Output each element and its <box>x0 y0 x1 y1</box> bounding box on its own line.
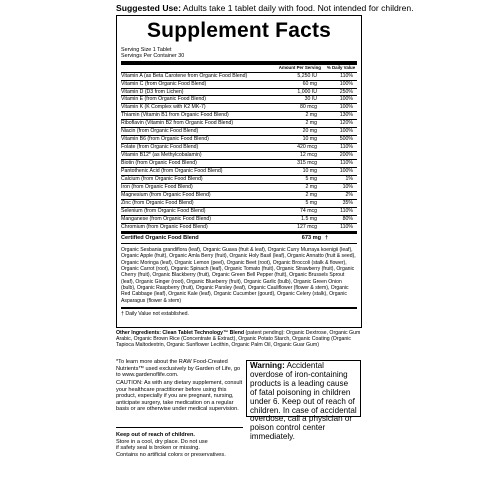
nutrient-row <box>121 73 357 81</box>
nutrient-amount: 80 mcg <box>299 104 317 111</box>
other-ingredients-label: Other Ingredients: Clean Tablet Technology™ Blend <box>116 330 245 336</box>
nutrient-dv: 100% <box>339 168 353 175</box>
nutrient-amount: 2 mg <box>305 120 317 127</box>
nutrient-row <box>121 168 357 176</box>
nutrient-row <box>121 120 357 128</box>
storage-line-2: if safety seal is broken or missing. <box>116 445 200 452</box>
warning-box <box>246 360 361 442</box>
thick-divider <box>121 61 357 65</box>
nutrient-dv: 80% <box>342 215 353 222</box>
amount-header: Amount Per Serving <box>278 64 321 70</box>
certified-blend-dv: † <box>325 235 329 242</box>
nutrient-amount: 12 mcg <box>299 152 317 159</box>
nutrient-amount: 5 mg <box>305 176 317 182</box>
nutrient-name: Vitamin B6 (from Organic Food Blend) <box>121 136 209 143</box>
blend-ingredients: Organic Sesbania grandiflora (leaf), Organic Guava (fruit & leaf), Organic Curry Murraya koenigii (leaf), Organic Apple (fruit), Organic Amla Berry (fruit), Organic Holy Basil (leaf), Organic Annatto (fruit & seed), Organic Moringa (leaf), Organic Lemon (peel), Organic Beet (root), Organic Broccoli (stalk & flower), Organic Carrot (root), Organic Spinach (leaf), Organic Tomato (fruit), Organic Strawberry (fruit), Organic Cherry (fruit), Organic Blackberry (fruit), Organic Green Bell Pepper (fruit), Organic Brussels Sprout (leaf), Organic Ginger (root), Organic Blueberry (fruit), Organic Garlic (bulb), Organic Green Onion (bulb), Organic Raspberry (fruit), Organic Parsley (leaf), Organic Cauliflower (flower & stem), Organic Red Cabbage (leaf), Organic Kale (leaf), Organic Cucumber (gourd), Organic Celery (stalk), Organic Asparagus (flower & stem) <box>121 247 356 304</box>
certified-blend-amount: 673 mg <box>301 235 321 242</box>
caution-text: CAUTION: As with any dietary supplement, consult your healthcare practitioner before using this product, especially if you are pregnant, nursing, anticipate surgery, take medication on a regular basis or are otherwise under medical supervision. <box>116 380 243 413</box>
nutrient-amount: 1,000 IU <box>297 88 317 95</box>
nutrient-amount: 315 mcg <box>297 160 317 167</box>
nutrient-dv: 2% <box>345 191 353 198</box>
facts-title: Supplement Facts <box>146 19 332 42</box>
dv-header: % Daily Value <box>326 64 356 70</box>
nutrient-amount: 60 mg <box>302 80 317 87</box>
nutrient-name: Vitamin K (K Complex with K2 MK-7) <box>121 104 206 111</box>
nutrient-amount: 10 mg <box>302 136 317 143</box>
nutrient-amount: 20 mg <box>302 128 317 135</box>
nutrient-name: Folate (from Organic Food Blend) <box>121 144 199 151</box>
nutrient-name: Pantothenic Acid (from Organic Food Blend) <box>121 168 223 175</box>
nutrient-name: Riboflavin (Vitamin B2 from Organic Food Blend) <box>121 120 234 127</box>
other-ingredients <box>116 330 366 349</box>
nutrient-dv: 110% <box>340 160 353 167</box>
nutrient-row <box>121 224 357 232</box>
suggested-use-text: Adults take 1 tablet daily with food. Not intended for children. <box>180 3 414 13</box>
suggested-use-label: Suggested Use: <box>116 3 181 13</box>
nutrient-row <box>121 104 357 112</box>
suggested-use <box>116 3 414 13</box>
warning-label: Warning: <box>250 361 285 370</box>
nutrient-amount: 1.5 mg <box>301 215 317 222</box>
nutrient-row <box>121 200 357 208</box>
daily-value-note: † Daily Value not established. <box>121 311 189 318</box>
other-ingredients-text: (patent pending): Organic Dextrose, Organic Gum Arabic, Organic Brown Rice (Concentrate & Extract), Organic Potato Starch, Organic Coating (Organic Tapioca Maltodextrin, Organic Sunflower Lecithin, Organic Palm Oil, Organic Guar Gum) <box>116 330 361 349</box>
nutrient-name: Niacin (from Organic Food Blend) <box>121 128 199 135</box>
nutrient-dv: 35% <box>342 199 353 206</box>
nutrient-name: Vitamin C (from Organic Food Blend) <box>121 80 207 87</box>
nutrient-dv: 130% <box>339 112 353 119</box>
nutrient-name: Vitamin A (as Beta Carotene from Organic Food Blend) <box>121 72 248 79</box>
column-headers <box>121 66 357 73</box>
nutrient-name: Calcium (from Organic Food Blend) <box>121 176 203 182</box>
nutrient-row <box>121 208 357 216</box>
keep-out-title: Keep out of reach of children. <box>116 432 195 438</box>
nutrient-row <box>121 192 357 200</box>
nutrient-row <box>121 160 357 168</box>
nutrient-row <box>121 216 357 224</box>
nutrient-amount: 30 IU <box>304 96 317 103</box>
nutrient-amount: 74 mcg <box>299 207 317 214</box>
nutrient-dv: 100% <box>339 96 353 103</box>
nutrient-name: Magnesium (from Organic Food Blend) <box>121 191 211 198</box>
divider-line <box>116 427 243 428</box>
nutrient-row <box>121 184 357 192</box>
nutrient-row <box>121 128 357 136</box>
nutrient-row <box>121 81 357 89</box>
certified-blend-label: Certified Organic Food Blend <box>121 235 199 242</box>
nutrient-name: Vitamin D (D3 from Lichen) <box>121 88 184 95</box>
nutrient-row <box>121 136 357 144</box>
nutrient-amount: 2 mg <box>305 183 317 190</box>
nutrient-row <box>121 176 357 184</box>
nutrient-row <box>121 144 357 152</box>
nutrient-name: Zinc (from Organic Food Blend) <box>121 199 194 206</box>
nutrient-amount: 2 mg <box>305 112 317 119</box>
nutrient-dv: 10% <box>342 183 353 190</box>
storage-info <box>116 432 296 458</box>
nutrient-row <box>121 89 357 97</box>
nutrient-amount: 5,250 IU <box>297 72 317 79</box>
storage-line-3: Contains no artificial colors or preservatives. <box>116 451 226 458</box>
nutrient-name: Chromium (from Organic Food Blend) <box>121 223 208 230</box>
nutrient-amount: 10 mg <box>302 168 317 175</box>
nutrient-dv: 120% <box>339 120 353 127</box>
nutrient-amount: 420 mcg <box>297 144 317 151</box>
nutrient-dv: 500% <box>339 136 353 143</box>
nutrient-name: Iron (from Organic Food Blend) <box>121 183 193 190</box>
nutrient-name: Selenium (from Organic Food Blend) <box>121 207 206 214</box>
nutrient-dv: 250% <box>339 88 353 95</box>
serving-size: Serving Size 1 Tablet <box>121 47 172 53</box>
nutrient-rows <box>121 73 357 232</box>
nutrient-dv: 100% <box>339 128 353 135</box>
nutrient-row <box>121 152 357 160</box>
nutrient-dv: 1% <box>345 176 353 182</box>
nutrient-dv: 110% <box>340 144 353 151</box>
nutrient-name: Thiamin (Vitamin B1 from Organic Food Blend) <box>121 112 229 119</box>
nutrient-dv: 110% <box>340 72 353 79</box>
servings-per-container: Servings Per Container 30 <box>121 53 185 60</box>
learn-more-text: *To learn more about the RAW Food-Created Nutrients™ used exclusively by Garden of Life, go to www.gardenoflife.com. <box>116 359 241 378</box>
nutrient-name: Vitamin B12* (as Methylcobalamin) <box>121 152 202 159</box>
nutrient-name: Vitamin E (from Organic Food Blend) <box>121 96 206 103</box>
nutrient-dv: 110% <box>340 207 353 214</box>
nutrient-row <box>121 96 357 104</box>
nutrient-dv: 100% <box>339 80 353 87</box>
supplement-facts-panel <box>116 15 362 328</box>
bottom-divider <box>121 307 357 310</box>
nutrient-row <box>121 112 357 120</box>
certified-blend-row <box>121 234 357 244</box>
nutrient-name: Biotin (from Organic Food Blend) <box>121 160 197 167</box>
nutrient-dv: 200% <box>339 152 353 159</box>
nutrient-name: Manganese (from Organic Food Blend) <box>121 215 211 222</box>
serving-info <box>121 47 357 60</box>
nutrient-dv: 100% <box>339 104 353 111</box>
nutrient-amount: 2 mg <box>305 191 317 198</box>
nutrient-dv: 110% <box>340 223 353 230</box>
nutrient-amount: 127 mcg <box>297 223 317 230</box>
nutrient-amount: 5 mg <box>305 199 317 206</box>
warning-text: Accidental overdose of iron-containing products is a leading cause of fatal poisoning in children under 6. Keep out of reach of children. In case of accidental overdose, call a physician or poison control center immediately. <box>250 361 357 442</box>
storage-line-1: Store in a cool, dry place. Do not use <box>116 438 208 445</box>
